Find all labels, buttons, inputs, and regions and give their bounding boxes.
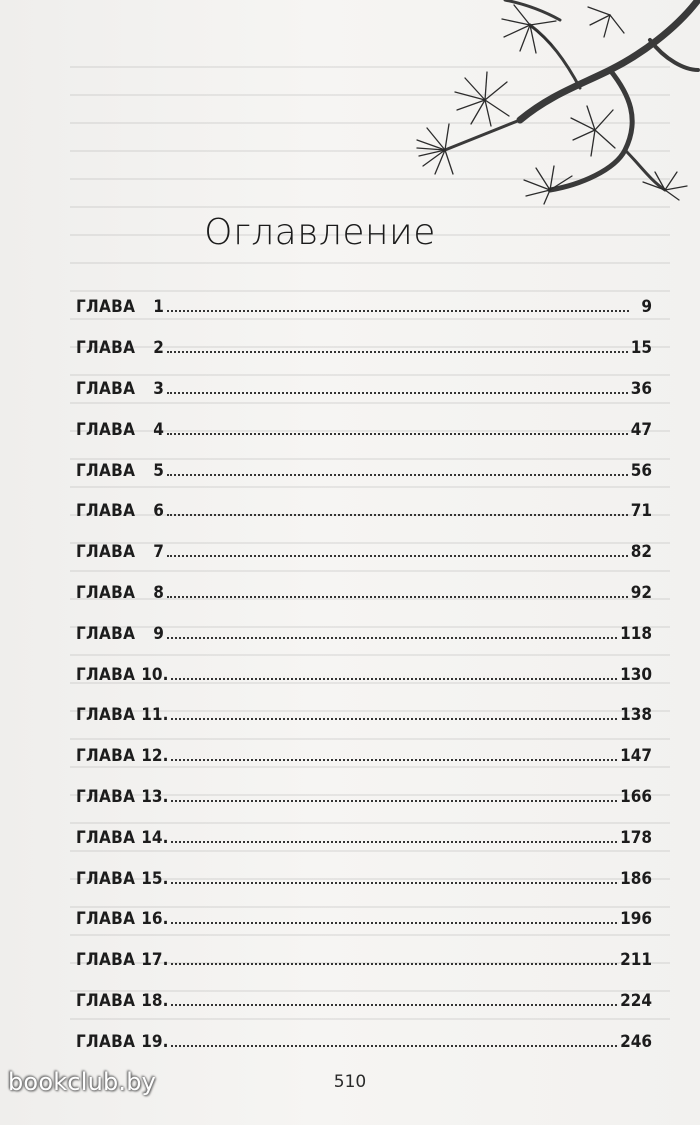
dot-leader: [171, 826, 617, 842]
dot-leader: [171, 949, 617, 965]
dot-leader: [171, 867, 617, 883]
toc-entry: [76, 500, 652, 541]
toc-entry: [76, 745, 652, 786]
chapter-word: ГЛАВА: [76, 501, 136, 522]
toc-page-number: 186: [620, 868, 652, 889]
chapter-number-dot: .: [162, 705, 169, 726]
dot-leader: [171, 663, 617, 679]
dot-leader: [167, 541, 628, 557]
chapter-word: ГЛАВА: [76, 664, 136, 685]
toc-entry: [76, 867, 652, 908]
chapter-number-dot: .: [162, 990, 169, 1011]
toc-entry: [76, 296, 652, 337]
chapter-number: 6: [153, 501, 164, 522]
chapter-number: 12: [141, 746, 163, 767]
toc-entry: [76, 704, 652, 745]
toc-page-number: 211: [620, 950, 652, 971]
dot-leader: [167, 337, 628, 353]
chapter-word: ГЛАВА: [76, 950, 136, 971]
chapter-number: 1: [153, 297, 164, 318]
toc-entry: [76, 459, 652, 500]
toc-list: [76, 296, 652, 1071]
toc-entry: [76, 541, 652, 582]
chapter-word: ГЛАВА: [76, 460, 136, 481]
toc-entry: [76, 582, 652, 623]
toc-page-number: 9: [641, 297, 652, 318]
toc-page-number: 246: [620, 1031, 652, 1052]
chapter-word: ГЛАВА: [76, 827, 136, 848]
chapter-word: ГЛАВА: [76, 787, 136, 807]
chapter-number: 10: [141, 664, 163, 685]
toc-entry: [76, 1030, 652, 1071]
dot-leader: [171, 908, 617, 924]
chapter-word: ГЛАВА: [76, 542, 136, 563]
chapter-number-dot: .: [162, 664, 169, 685]
toc-title: Оглавление: [204, 212, 436, 253]
toc-page-number: 147: [620, 746, 652, 767]
chapter-number: 8: [153, 583, 164, 604]
dot-leader: [167, 622, 617, 638]
chapter-number: 7: [153, 542, 164, 563]
chapter-number: 18: [141, 990, 163, 1011]
dot-leader: [171, 990, 617, 1006]
toc-entry: [76, 826, 652, 867]
chapter-word: ГЛАВА: [76, 419, 136, 440]
chapter-number: 14: [141, 827, 163, 848]
toc-entry: [76, 418, 652, 459]
chapter-word: ГЛАВА: [76, 705, 136, 726]
dot-leader: [171, 704, 617, 720]
chapter-number-dot: .: [162, 1031, 169, 1052]
dot-leader: [167, 459, 628, 475]
chapter-number: 2: [153, 338, 164, 359]
chapter-word: ГЛАВА: [76, 909, 136, 930]
chapter-number-dot: .: [162, 746, 169, 767]
dot-leader: [171, 786, 617, 802]
site-watermark: bookclub.by: [8, 1068, 157, 1096]
toc-page-number: 15: [630, 338, 652, 359]
dot-leader: [171, 1030, 617, 1046]
toc-entry: [76, 663, 652, 704]
page-number: 510: [333, 1072, 367, 1092]
dot-leader: [167, 500, 628, 516]
dot-leader: [167, 418, 628, 434]
chapter-number-dot: .: [162, 909, 169, 930]
chapter-word: ГЛАВА: [76, 379, 136, 400]
dot-leader: [167, 296, 629, 312]
toc-entry: [76, 337, 652, 378]
dot-leader: [171, 745, 617, 761]
dot-leader: [167, 378, 628, 394]
chapter-number: 5: [153, 460, 164, 481]
chapter-number: 15: [141, 868, 163, 889]
toc-page-number: 56: [630, 460, 652, 481]
chapter-number: 11: [141, 705, 163, 726]
dot-leader: [167, 582, 628, 598]
toc-entry: [76, 378, 652, 419]
toc-entry: [76, 949, 652, 990]
toc-entry: [76, 908, 652, 949]
toc-page-number: 196: [620, 909, 652, 930]
chapter-word: ГЛАВА: [76, 990, 136, 1011]
toc-page-number: 130: [620, 664, 652, 685]
chapter-number-dot: .: [162, 868, 169, 889]
toc-page-number: 71: [630, 501, 652, 522]
chapter-word: ГЛАВА: [76, 583, 136, 604]
toc-page-number: 224: [620, 990, 652, 1011]
chapter-number-dot: .: [162, 827, 169, 848]
chapter-word: ГЛАВА: [76, 623, 136, 644]
pine-branch-illustration: [280, 0, 700, 205]
toc-page-number: 138: [620, 705, 652, 726]
toc-entry: [76, 786, 652, 827]
chapter-number-dot: .: [162, 950, 169, 971]
chapter-number-dot: .: [162, 787, 169, 807]
chapter-word: ГЛАВА: [76, 868, 136, 889]
chapter-word: ГЛАВА: [76, 1031, 136, 1052]
toc-entry: [76, 622, 652, 663]
toc-page-number: 92: [630, 583, 652, 604]
toc-page-number: 82: [630, 542, 652, 563]
chapter-word: ГЛАВА: [76, 297, 136, 318]
toc-page-number: 118: [620, 623, 652, 644]
toc-page-number: 36: [630, 379, 652, 400]
chapter-number: 9: [153, 623, 164, 644]
chapter-number: 13: [141, 787, 163, 807]
chapter-number: 4: [153, 419, 164, 440]
toc-page-number: 47: [630, 419, 652, 440]
chapter-word: ГЛАВА: [76, 338, 136, 359]
chapter-number: 3: [153, 379, 164, 400]
chapter-number: 19: [141, 1031, 163, 1052]
toc-page-number: 178: [620, 827, 652, 848]
chapter-word: ГЛАВА: [76, 746, 136, 767]
chapter-number: 17: [141, 950, 163, 971]
chapter-number: 16: [141, 909, 163, 930]
toc-page-number: 166: [620, 787, 652, 807]
toc-entry: [76, 990, 652, 1031]
